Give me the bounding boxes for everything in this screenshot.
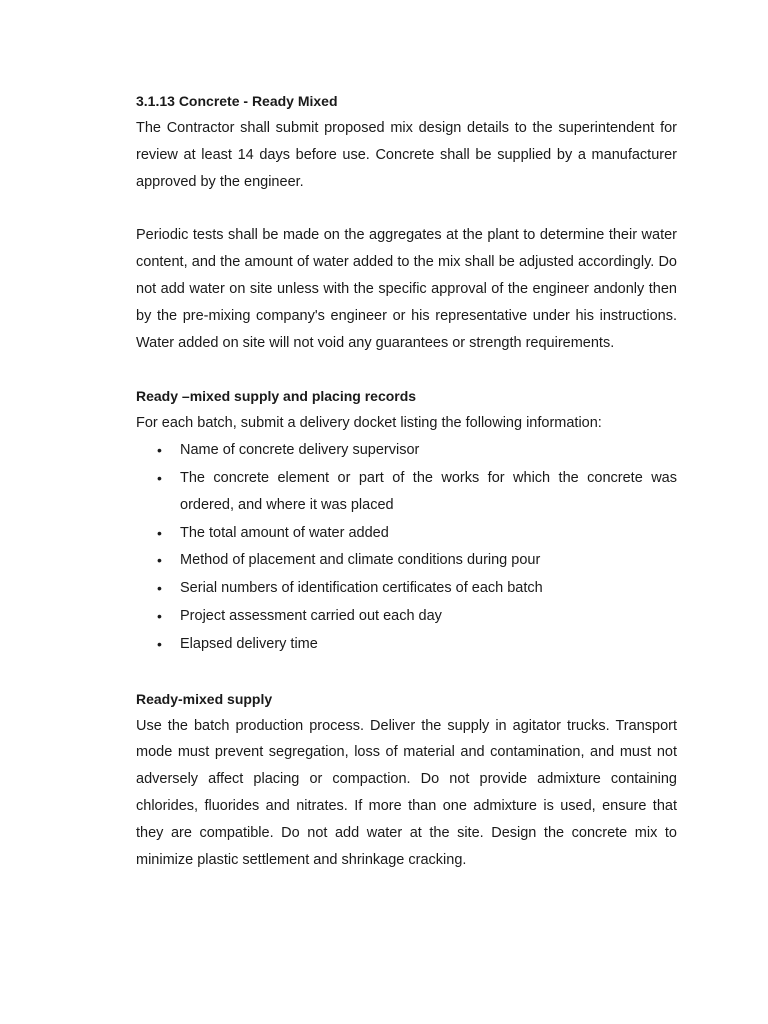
section-heading-ready-mixed-supply: Ready-mixed supply <box>136 690 273 707</box>
bullet-icon: • <box>157 607 162 624</box>
paragraph-spacer <box>136 659 677 686</box>
list-item-text: The concrete element or part of the works for which the concrete was ordered, and where it was placed <box>180 469 677 513</box>
delivery-docket-list <box>136 437 677 657</box>
document-page <box>136 88 677 873</box>
list-item-text: Project assessment carried out each day <box>180 607 442 624</box>
paragraph-batch-production: Use the batch production process. Deliver the supply in agitator trucks. Transport mode must prevent segregation, loss of material and contamination, and must not adversely affect placing or compaction. Do not provide admixture containing chlorides, fluorides and nitrates. If more than one admixture is used, ensure that they are compatible. Do not add water at the site. Design the concrete mix to minimize plastic settlement and shrinkage cracking. <box>136 717 677 868</box>
bullet-icon: • <box>157 442 162 459</box>
list-item-text: Name of concrete delivery supervisor <box>180 442 420 459</box>
paragraph-spacer <box>136 195 677 222</box>
list-item-text: Serial numbers of identification certificates of each batch <box>180 580 543 597</box>
bullet-icon: • <box>157 635 162 652</box>
section-heading-placing-records: Ready –mixed supply and placing records <box>136 388 417 405</box>
paragraph-mix-design: The Contractor shall submit proposed mix design details to the superintendent for review at least 14 days before use. Concrete shall be supplied by a manufacturer approved by the engineer. <box>136 120 677 190</box>
bullet-icon: • <box>157 524 162 541</box>
list-item <box>136 631 677 658</box>
list-item <box>136 547 677 574</box>
list-item <box>136 603 677 630</box>
list-item <box>136 437 677 464</box>
list-item-text: The total amount of water added <box>180 524 389 541</box>
list-item <box>136 520 677 547</box>
paragraph-periodic-tests: Periodic tests shall be made on the aggregates at the plant to determine their water content, and the amount of water added to the mix shall be adjusted accordingly. Do not add water on site unless with the specific approval of the engineer andonly then by the pre-mixing company's engineer or his representative under his instructions. Water added on site will not void any guarantees or strength requirements. <box>136 227 677 351</box>
bullet-icon: • <box>157 580 162 597</box>
list-item-text: Elapsed delivery time <box>180 635 318 652</box>
bullet-icon: • <box>157 469 162 486</box>
list-item <box>136 575 677 602</box>
list-item <box>136 465 677 519</box>
paragraph-spacer <box>136 356 677 383</box>
paragraph-delivery-docket-intro: For each batch, submit a delivery docket listing the following information: <box>136 415 602 432</box>
list-item-text: Method of placement and climate conditions during pour <box>180 552 541 569</box>
section-heading-concrete-ready-mixed: 3.1.13 Concrete - Ready Mixed <box>136 93 338 109</box>
bullet-icon: • <box>157 552 162 569</box>
